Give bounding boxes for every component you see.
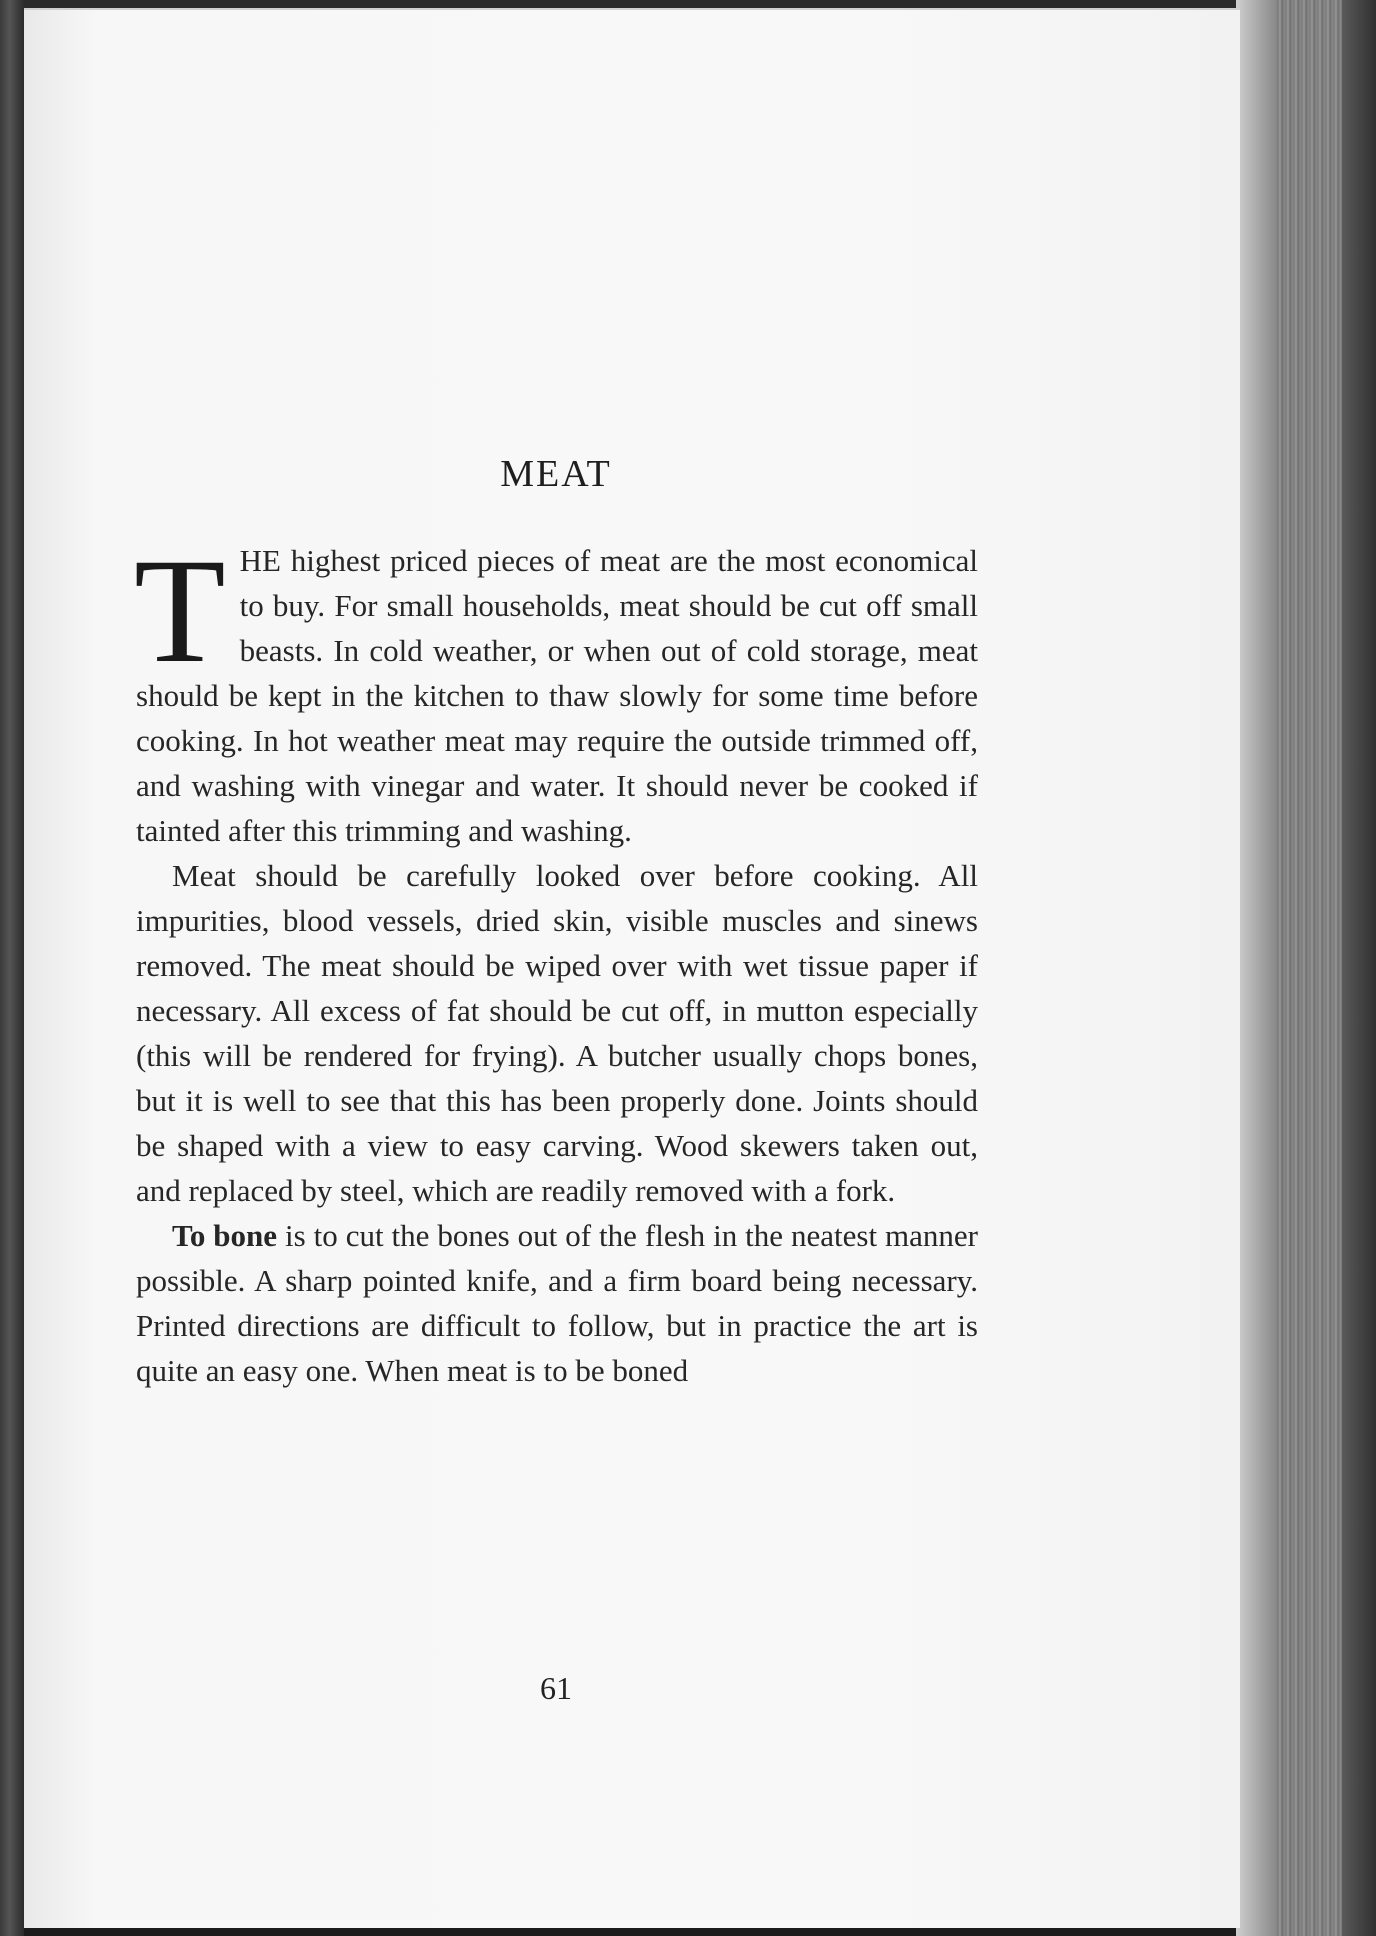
book-binding-left	[0, 0, 24, 1936]
book-page	[24, 8, 1240, 1928]
paragraph-1-text: HE highest priced pieces of meat are the most economical to buy. For small households, meat should be cut off small beasts. In cold weather, or when out of cold storage, meat should be kept in the kitchen to thaw slowly for some time before cooking. In hot weather meat may require the outside trimmed off, and washing with vinegar and water. It should never be cooked if tainted after this trimming and washing.	[136, 543, 978, 848]
page-edges-right	[1236, 0, 1376, 1936]
body-text	[134, 528, 978, 1393]
page-number: 61	[540, 1670, 572, 1706]
page-title: MEAT	[500, 453, 612, 495]
paragraph-2-text: Meat should be carefully looked over before cooking. All impurities, blood vessels, dried skin, visible muscles and sinews removed. The meat should be wiped over with wet tissue paper if necessary. All excess of fat should be cut off, in mutton especially (this will be rendered for frying). A butcher usually chops bones, but it is well to see that this has been properly done. Joints should be shaped with a view to easy carving. Wood skewers taken out, and replaced by steel, which are readily removed with a fork.	[136, 858, 978, 1208]
paragraph-1	[134, 528, 978, 853]
drop-cap: T	[134, 528, 226, 694]
paragraph-3	[136, 1213, 978, 1393]
paragraph-2	[136, 853, 978, 1213]
paragraph-3-text: is to cut the bones out of the flesh in the neatest manner possible. A sharp pointed knife, and a firm board being necessary. Printed directions are difficult to follow, but in practice the art is quite an easy one. When meat is to be boned	[136, 1218, 978, 1388]
paragraph-3-term: To bone	[172, 1218, 278, 1253]
